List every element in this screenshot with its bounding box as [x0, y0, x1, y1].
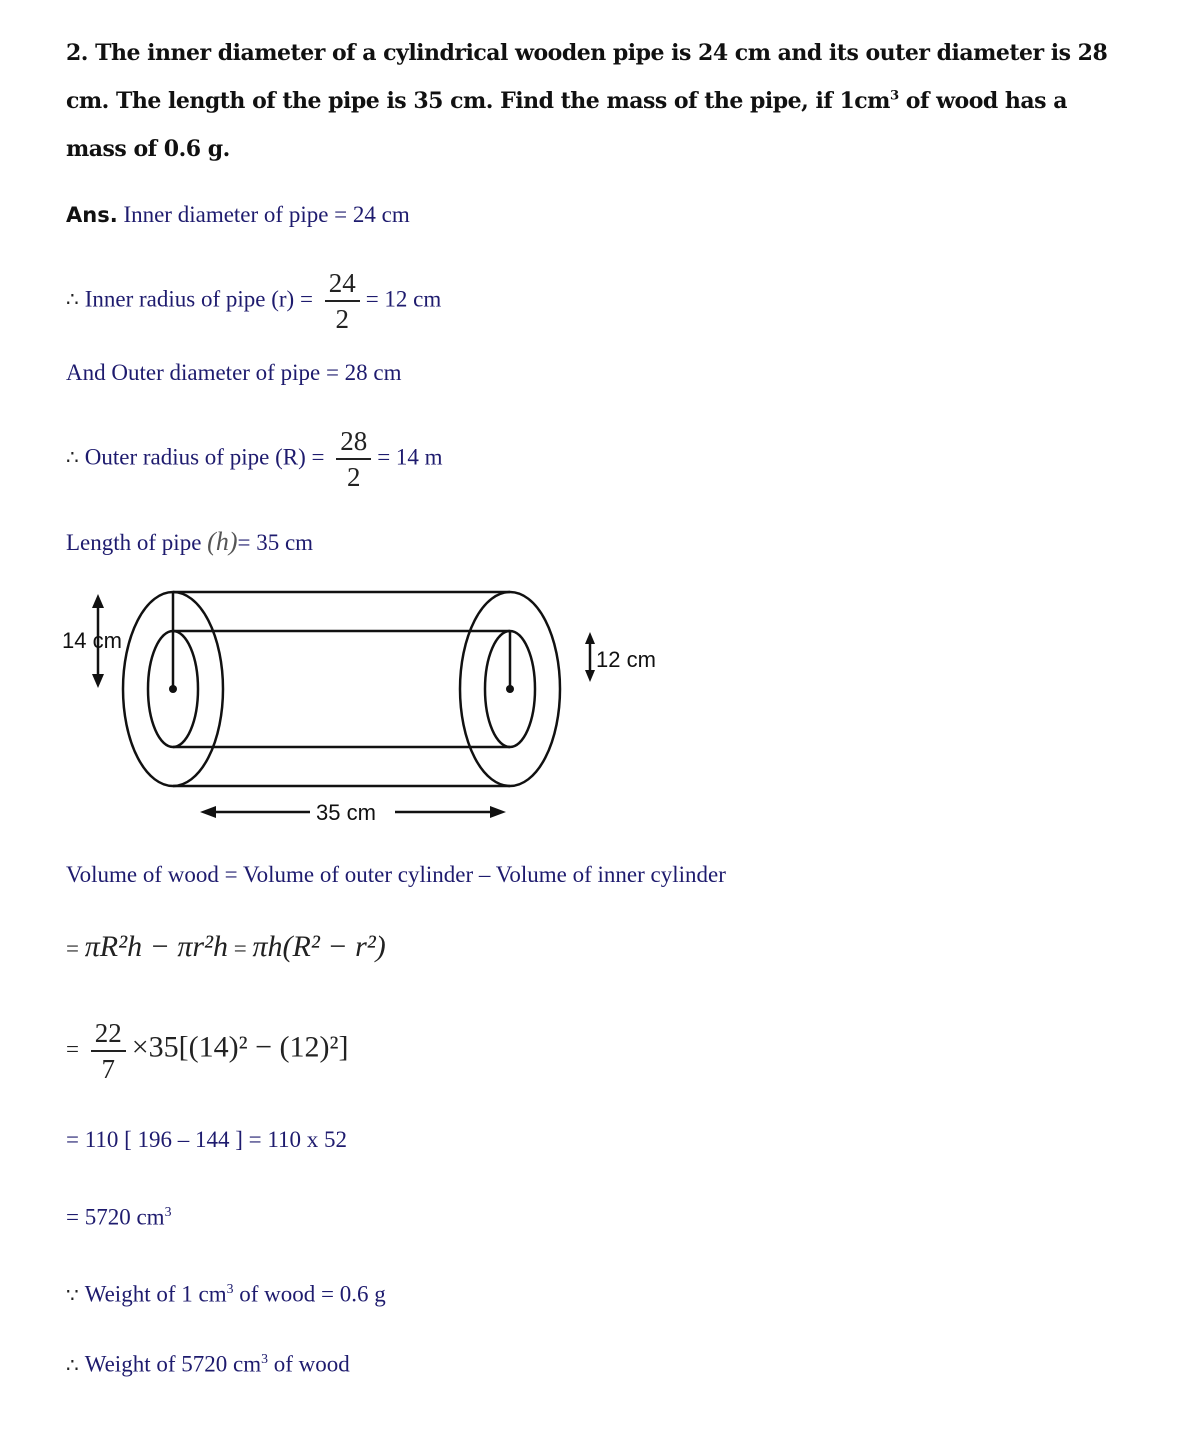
question-line-3: mass of 0.6 g.	[66, 136, 230, 162]
answer-inner-diameter: Ans. Inner diameter of pipe = 24 cm	[66, 202, 410, 227]
question-line-1: 2. The inner diameter of a cylindrical wooden pipe is 24 cm and its outer diameter is 28	[66, 40, 1108, 66]
diagram-label-35cm: 35 cm	[316, 800, 376, 825]
question-number: 2.	[66, 40, 88, 66]
pipe-diagram	[60, 582, 680, 832]
outer-diameter-line: And Outer diameter of pipe = 28 cm	[66, 360, 402, 385]
volume-statement: Volume of wood = Volume of outer cylinder – Volume of inner cylinder	[66, 862, 726, 887]
substitution-line: = $\frac{22}{7}$ ×35[(14)² − (12)²]	[66, 1018, 349, 1084]
question-line-2: cm. The length of the pipe is 35 cm. Find the mass of the pipe, if $1cm^3$ of wood has a	[66, 88, 1067, 114]
weight-of-5720cm3: ∴ Weight of 5720 $cm^3$ of wood	[66, 1351, 350, 1377]
therefore-icon: ∴	[66, 447, 79, 470]
inner-radius-line: ∴ Inner radius of pipe (r) = $\frac{24}{2}$ = 12 cm	[66, 268, 442, 334]
fraction-22-7: $\frac{22}{7}$	[91, 1016, 126, 1086]
diagram-label-14cm: 14 cm	[62, 628, 122, 653]
because-icon: ∵	[66, 1284, 79, 1307]
step-4: = 5720 $cm^3$	[66, 1204, 172, 1230]
diagram-label-12cm: 12 cm	[596, 647, 656, 672]
fraction-28-2: $\frac{28}{2}$	[336, 424, 371, 494]
therefore-icon: ∴	[66, 1354, 79, 1377]
outer-radius-line: ∴ Outer radius of pipe (R) = $\frac{28}{2}$ = 14 m	[66, 426, 443, 492]
step-3: = 110 [ 196 – 144 ] = 110 x 52	[66, 1127, 348, 1152]
formula-line: = πR²h − πr²h = πh(R² − r²)	[66, 930, 386, 963]
length-line: Length of pipe (h)= 35 cm	[66, 527, 314, 556]
answer-label: Ans.	[66, 203, 118, 227]
fraction-24-2: $\frac{24}{2}$	[325, 266, 360, 336]
therefore-icon: ∴	[66, 289, 79, 312]
weight-of-1cm3: ∵ Weight of 1 $cm^3$ of wood = 0.6 g	[66, 1281, 386, 1307]
